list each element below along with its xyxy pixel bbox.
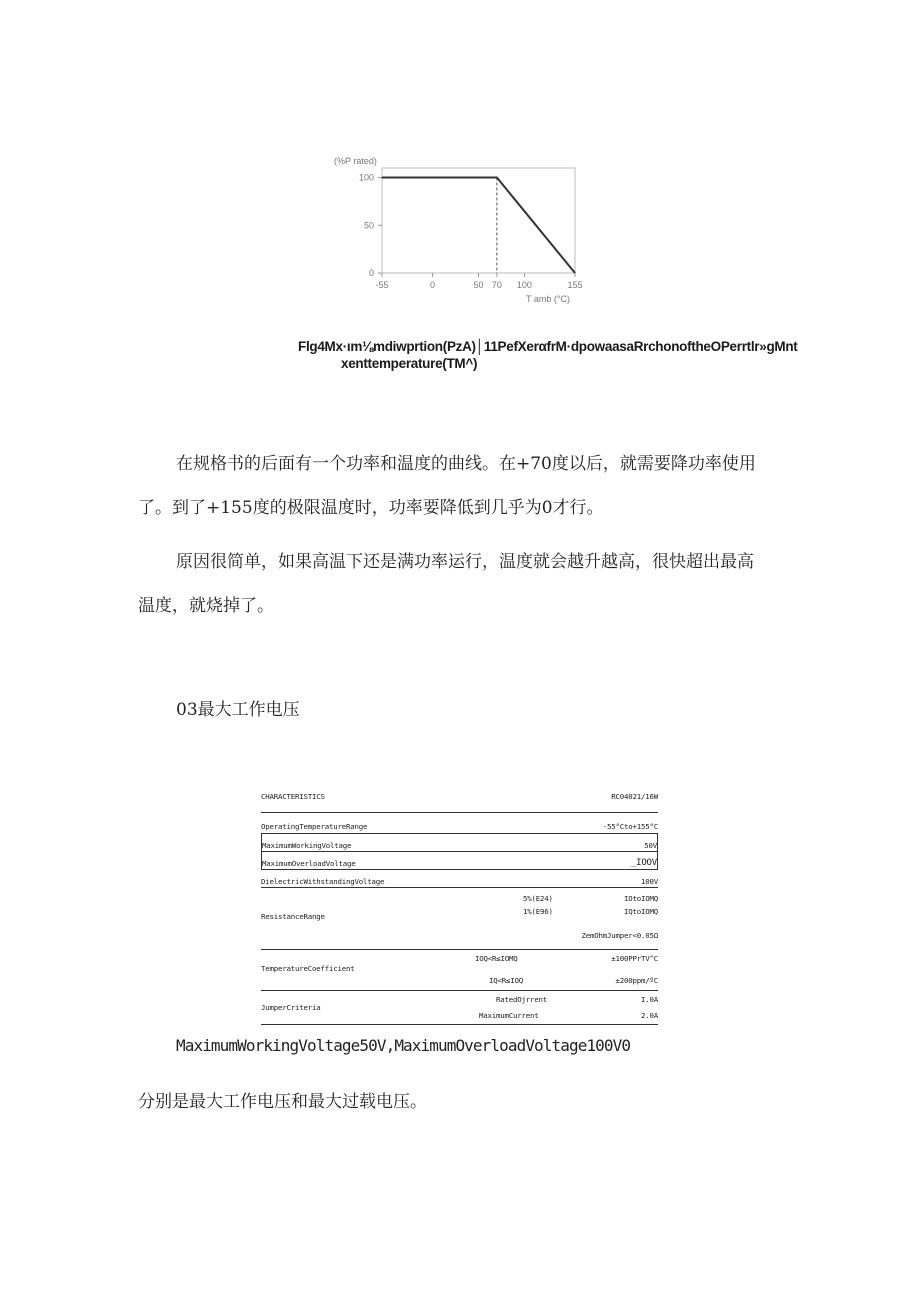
resistance-jumper: ZemOhmJumper<0.05Ω [581,931,658,940]
resistance-range-2: IQtoIOMQ [624,907,658,916]
table-header-row [261,790,658,813]
table-row-max-overload-voltage [261,852,658,870]
chart-frame [382,168,575,273]
derating-chart-svg [330,150,590,315]
jumper-value-2: 2.0A [641,1011,658,1020]
y-tick-label: 100 [358,172,374,183]
jumper-item-2: MaximumCurrent [479,1011,539,1020]
y-tick-label: 50 [363,220,374,231]
table-row-temp-coefficient [261,950,658,991]
x-tick-label: -55 [375,280,389,290]
y-tick-label: 0 [368,268,374,278]
paragraph-reason: 原因很简单，如果高温下还是满功率运行，温度就会越升越高，很快超出最高温度，就烧掉了。 [138,552,754,616]
resistance-tol-2: 1%(E96) [523,907,553,916]
value-dielectric: 100V [641,877,658,886]
x-tick-label: 100 [516,280,532,290]
tempco-value-2: ±200ppm/ºC [615,976,658,985]
x-axis-label: T amb (°C) [526,294,570,304]
x-tick-label: 0 [430,280,436,290]
characteristics-table [261,790,658,1025]
resistance-range-1: IOtoIOMQ [624,894,658,903]
table-row-jumper-criteria [261,991,658,1025]
table-row-dielectric [261,870,658,888]
summary-voltage-explanation: 分别是最大工作电压和最大过载电压。 [138,1092,427,1112]
label-max-overload-voltage: MaximumOverloadVoltage [262,859,356,868]
y-axis-label: (%P rated) [334,156,377,166]
derating-chart [330,150,590,315]
derating-point [496,177,497,178]
paragraph-derating: 在规格书的后面有一个功率和温度的曲线。在+70度以后，就需要降功率使用了。到了+155度的极限温度时，功率要降低到几乎为0才行。 [138,454,756,518]
derating-point [575,273,576,274]
table-row-resistance-range [261,888,658,950]
jumper-item-1: RatedOjrrent [496,995,547,1004]
value-max-overload-voltage: _IOOV [630,858,657,868]
chart-grid [359,168,583,290]
table-header-left: CHARACTERISTICS [261,792,325,801]
chart-marks [382,177,576,273]
tempco-condition-1: IOQ<R≤IOMQ [475,954,518,963]
x-tick-label: 50 [473,280,484,290]
jumper-value-1: I.0A [641,995,658,1004]
resistance-tol-1: 5%(E24) [523,894,553,903]
label-resistance-range: ResistanceRange [261,912,325,921]
table-row-max-working-voltage [261,834,658,852]
tempco-condition-2: IQ<R≤IOQ [489,976,523,985]
value-max-working-voltage: 50V [644,841,657,850]
tempco-value-1: ±100PPrTV^C [611,954,658,963]
summary-voltage-line: MaximumWorkingVoltage50V,MaximumOverloadVoltage100V0 [176,1036,631,1055]
label-jumper-criteria: JumperCriteria [261,1003,321,1012]
value-operating-temp: -55°Cto+155°C [602,822,658,831]
figure-caption-line2: xenttemperature(TM^) [341,356,478,371]
x-tick-label: 155 [567,280,583,290]
table-header-right: RC04021/16W [611,792,658,801]
derating-series-line [382,178,575,273]
label-dielectric: DielectricWithstandingVoltage [261,877,385,886]
table-row-operating-temp [261,813,658,834]
label-max-working-voltage: MaximumWorkingVoltage [262,841,352,850]
section-heading: 03最大工作电压 [176,700,300,720]
label-operating-temp: OperatingTemperatureRange [261,822,368,831]
derating-point [382,177,383,178]
figure-caption-line1: Flg4Mx·ım⅛mdiwprtion(PzA)│11PefXerαfrM·dpowaasaRrchonoftheOPerrtlr»gMnt [298,339,798,354]
x-tick-label: 70 [491,280,502,290]
label-temp-coefficient: TemperatureCoefficient [261,964,355,973]
